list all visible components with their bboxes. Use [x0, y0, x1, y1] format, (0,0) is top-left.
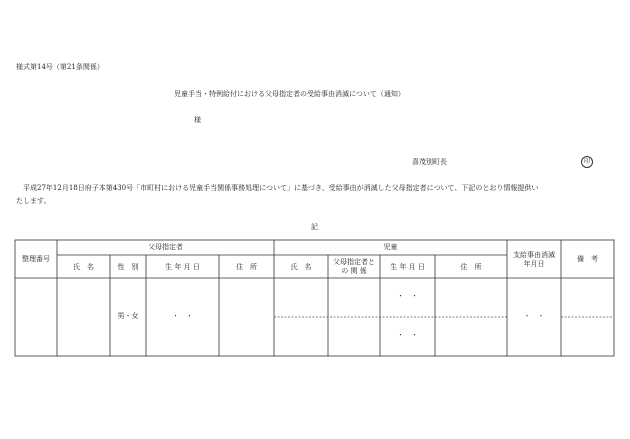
extinct-date-value: ・ ・ — [523, 312, 545, 320]
subheader-parent-name: 氏 名 — [73, 263, 94, 271]
child-dob-value-2: ・ ・ — [397, 331, 418, 339]
subheader-child-name: 氏 名 — [290, 263, 312, 271]
seal-mark: 印 — [581, 156, 593, 168]
header-extinct-date — [507, 251, 561, 269]
subheader-parent-sex: 性 別 — [117, 263, 139, 271]
header-reg-no: 整理番号 — [22, 255, 50, 263]
subheader-child-relation — [328, 258, 380, 276]
parent-sex-value: 男・女 — [117, 312, 139, 320]
form-id: 様式第14号（第21条関係） — [16, 63, 104, 71]
subheader-parent-address: 住 所 — [236, 263, 257, 271]
header-extinct-date-line2: 年月日 — [523, 260, 545, 268]
document-title: 児童手当・特例給付における父母指定者の受給事由消滅について（通知） — [174, 90, 405, 98]
header-remarks: 備 考 — [577, 255, 598, 263]
parent-dob-value: ・ ・ — [172, 312, 193, 320]
body-line-1: 平成27年12月18日府子本第430号「市町村における児童手当関係事務処理について」に基づき、受給事由が消滅した父母指定者について、下記のとおり情報提供い — [23, 184, 539, 192]
child-dob-value-1: ・ ・ — [397, 292, 418, 300]
subheader-child-address: 住 所 — [460, 263, 482, 271]
header-parent: 父母指定者 — [148, 243, 183, 251]
ki-label: 記 — [311, 223, 318, 231]
header-extinct-date-line1: 支給事由消滅 — [513, 251, 555, 259]
subheader-child-relation-line2: の 関 係 — [341, 267, 367, 275]
header-child: 児童 — [383, 243, 398, 251]
subheader-parent-dob: 生 年 月 日 — [165, 263, 200, 271]
subheader-child-dob: 生 年 月 日 — [390, 263, 425, 271]
body-line-2: たします。 — [16, 197, 51, 205]
issuer-name: 喜茂別町長 — [412, 158, 447, 166]
subheader-child-relation-line1: 父母指定者と — [333, 258, 375, 266]
salutation: 様 — [194, 116, 201, 124]
